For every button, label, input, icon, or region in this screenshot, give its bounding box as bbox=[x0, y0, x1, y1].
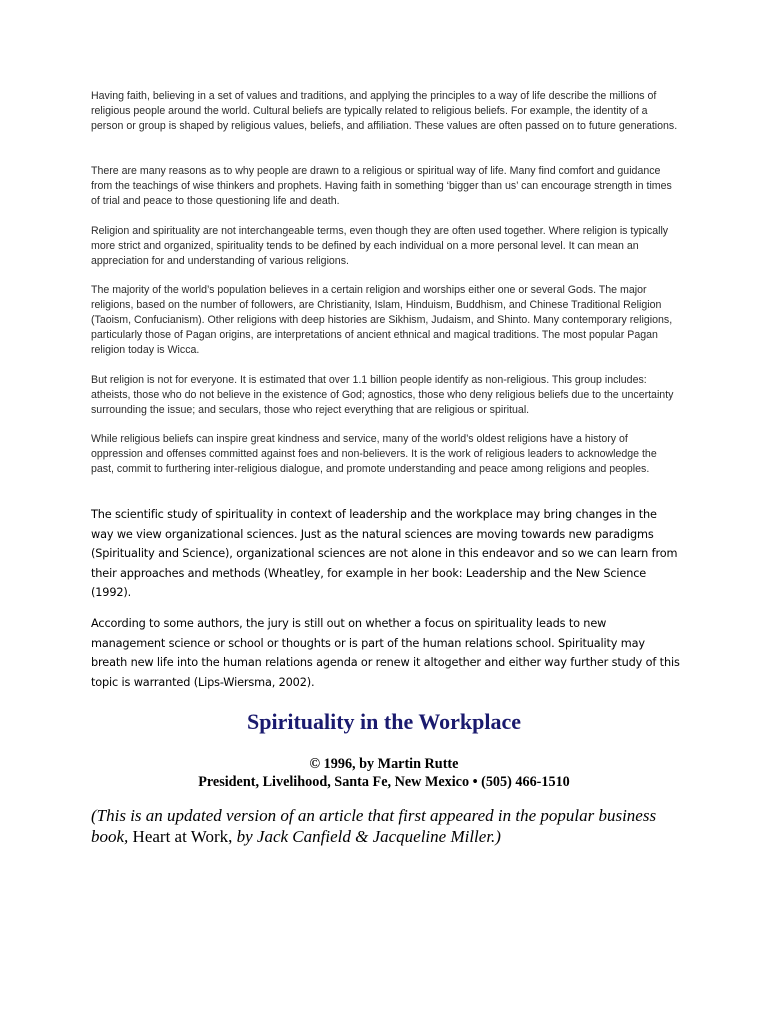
article-note-book-title: Heart at Work, bbox=[132, 827, 233, 846]
article-note-part2: by Jack Canfield & Jacqueline Miller.) bbox=[232, 827, 501, 846]
article-copyright: © 1996, by Martin Rutte bbox=[309, 756, 459, 772]
paragraph-non-religious: But religion is not for everyone. It is estimated that over 1.1 billion people identify as non-religious. This group includes: atheists, those who do not believe in the existence of God; agnostics, those who deny religious beliefs due to the uncertainty surrounding the issue; and seculars, those who reject everything that are religious or spiritual. bbox=[91, 374, 674, 416]
paragraph-jury-still-out: According to some authors, the jury is still out on whether a focus on spirituality leads to new management science or school or thoughts or is part of the human relations school. Spirituality may breath new life into the human relations agenda or renew it altogether and either way further study of this topic is warranted (Lips-Wiersma, 2002). bbox=[91, 617, 680, 689]
article-note bbox=[91, 805, 691, 847]
paragraph-religious-history: While religious beliefs can inspire great kindness and service, many of the world’s oldest religions have a history of oppression and offenses committed against foes and non-believers. It is the work of religious leaders to acknowledge the past, commit to furthering inter-religious dialogue, and promote understanding and peace among religions and peoples. bbox=[91, 433, 657, 475]
paragraph-religion-vs-spirituality: Religion and spirituality are not interchangeable terms, even though they are often used together. Where religion is typically more strict and organized, spirituality tends to be defined by each individual on a more personal level. It can mean an appreciation for and understanding of various religions. bbox=[91, 225, 669, 267]
article-note-part1: (This is an updated version of an article that first appeared in the popular business book, bbox=[91, 806, 657, 846]
paragraph-major-religions: The majority of the world’s population believes in a certain religion and worships either one or several Gods. The major religions, based on the number of followers, are Christianity, Islam, Hinduism, Buddhism, and Chinese Traditional Religion (Taoism, Confucianism). Other religions with deep histories are Sikhism, Judaism, and Shinto. Many contemporary religions, particularly those of Pagan origins, are interpretations of ancient ethnical and magical traditions. The most popular Pagan religion today is Wicca. bbox=[91, 284, 673, 356]
paragraph-scientific-study: The scientific study of spirituality in context of leadership and the workplace may bring changes in the way we view organizational sciences. Just as the natural sciences are moving towards new paradigms (Spirituality and Science), organizational sciences are not alone in this endeavor and so we can learn from their approaches and methods (Wheatley, for example in her book: Leadership and the New Science (1992). bbox=[91, 508, 678, 600]
article-affiliation: President, Livelihood, Santa Fe, New Mexico • (505) 466-1510 bbox=[198, 774, 570, 790]
paragraph-reasons-religion: There are many reasons as to why people are drawn to a religious or spiritual way of life. Many find comfort and guidance from the teachings of wise thinkers and prophets. Having faith in something ‘bigger than us’ can encourage strength in times of trial and peace to those questioning life and death. bbox=[91, 165, 672, 207]
paragraph-faith-values: Having faith, believing in a set of values and traditions, and applying the principles to a way of life describe the millions of religious people around the world. Cultural beliefs are typically related to religious beliefs. For example, the identity of a person or group is shaped by religious values, beliefs, and affiliation. These values are often passed on to future generations. bbox=[91, 90, 678, 132]
article-title: Spirituality in the Workplace bbox=[246, 709, 521, 734]
